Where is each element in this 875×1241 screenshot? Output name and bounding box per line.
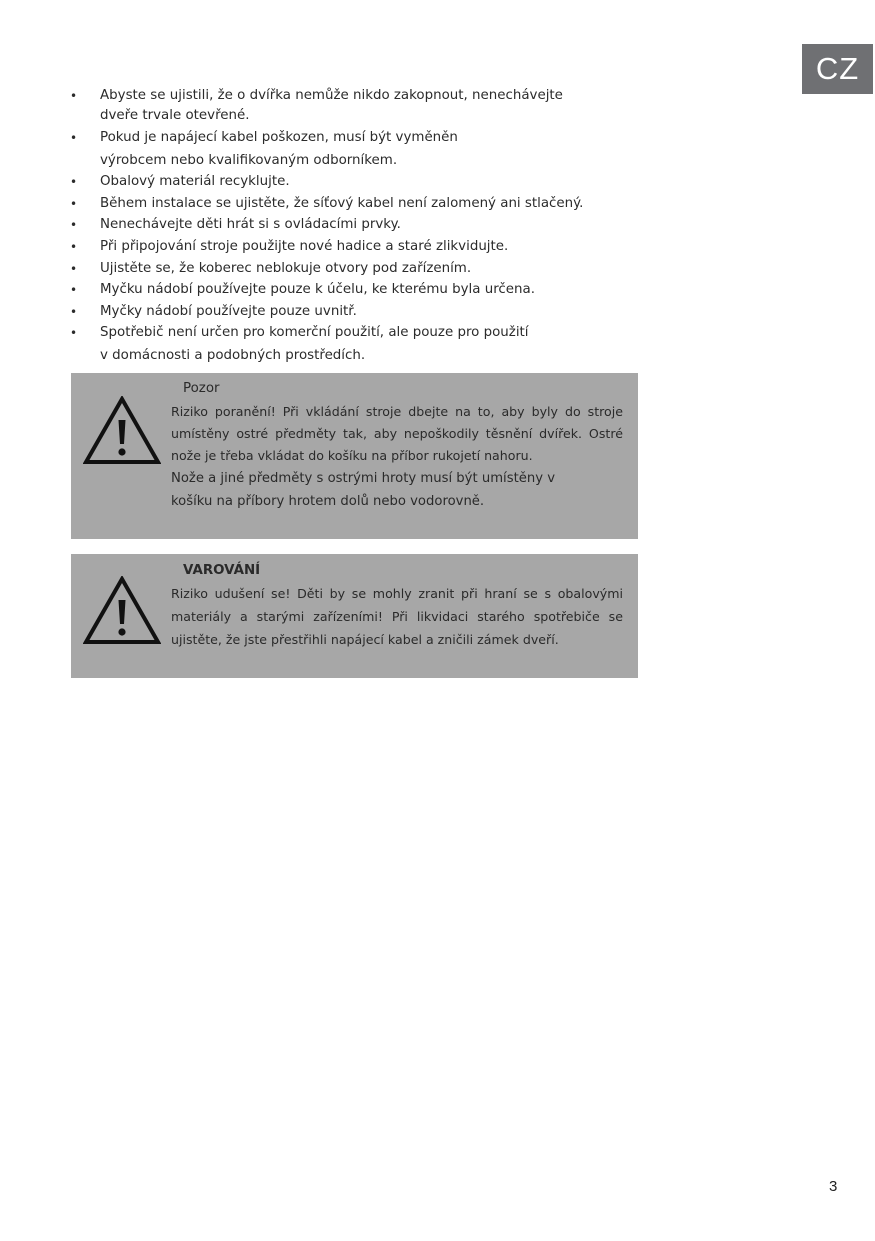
caution-text [171, 401, 623, 513]
list-item [70, 280, 630, 300]
list-item [70, 323, 630, 366]
warning-paragraph: Riziko udušení se! Děti by se mohly zranit při hraní se s obalovými materiály a starými zařízeními! Při likvidaci starého spotřebiče se ujistěte, že jste přestřihli napájecí kabel a zničili zámek dveří. [171, 586, 623, 647]
bullet-dot: • [70, 89, 78, 103]
bullet-dot: • [70, 196, 78, 211]
list-item [70, 128, 630, 171]
list-item [70, 172, 630, 192]
list-item-text: Při připojování stroje použijte nové hadice a staré zlikvidujte. [100, 238, 509, 254]
warning-text [171, 582, 623, 651]
warning-title: VAROVÁNÍ [183, 563, 261, 578]
list-item-text-continued: v domácnosti a podobných prostředích. [100, 348, 366, 364]
list-item-text: Pokud je napájecí kabel poškozen, musí být vyměněn [100, 129, 458, 145]
list-item [70, 237, 630, 257]
warning-triangle-icon [83, 396, 161, 466]
list-item-text: Abyste se ujistili, že o dvířka nemůže nikdo zakopnout, nenechávejte [100, 88, 563, 103]
caution-title: Pozor [183, 381, 220, 396]
warning-notice-box [71, 554, 638, 678]
bullet-dot: • [70, 130, 78, 145]
caution-paragraph: Riziko poranění! Při vkládání stroje dbejte na to, aby byly do stroje umístěny ostré předměty tak, aby nepoškodily těsnění dvířek. Ostré nože je třeba vkládat do košíku na příbor rukojetí nahoru. [171, 404, 623, 463]
caution-line: košíku na příbory hrotem dolů nebo vodorovně. [171, 494, 485, 509]
bullet-dot: • [70, 261, 78, 276]
list-item-text-continued: dveře trvale otevřené. [100, 108, 250, 123]
list-item [70, 302, 630, 322]
bullet-dot: • [70, 283, 78, 298]
bullet-dot: • [70, 218, 78, 233]
bullet-dot: • [70, 239, 78, 254]
list-item [70, 215, 630, 235]
safety-bullet-list [70, 86, 630, 368]
list-item-text: Obalový materiál recyklujte. [100, 174, 290, 190]
list-item [70, 86, 630, 126]
list-item-text: Nenechávejte děti hrát si s ovládacími prvky. [100, 217, 401, 233]
list-item-text: Myčky nádobí používejte pouze uvnitř. [100, 303, 357, 319]
bullet-dot: • [70, 326, 78, 341]
bullet-dot: • [70, 175, 78, 190]
language-tab: CZ [802, 44, 873, 94]
list-item [70, 194, 630, 214]
caution-notice-box [71, 373, 638, 539]
list-item [70, 259, 630, 279]
warning-triangle-icon [83, 576, 161, 646]
page-number: 3 [829, 1178, 838, 1195]
list-item-text: Během instalace se ujistěte, že síťový kabel není zalomený ani stlačený. [100, 195, 584, 211]
list-item-text-continued: výrobcem nebo kvalifikovaným odborníkem. [100, 152, 398, 168]
list-item-text: Spotřebič není určen pro komerční použití, ale pouze pro použití [100, 325, 529, 341]
bullet-dot: • [70, 304, 78, 319]
list-item-text: Myčku nádobí používejte pouze k účelu, ke kterému byla určena. [100, 282, 535, 298]
list-item-text: Ujistěte se, že koberec neblokuje otvory pod zařízením. [100, 260, 472, 276]
caution-line: Nože a jiné předměty s ostrými hroty musí být umístěny v [171, 471, 556, 486]
